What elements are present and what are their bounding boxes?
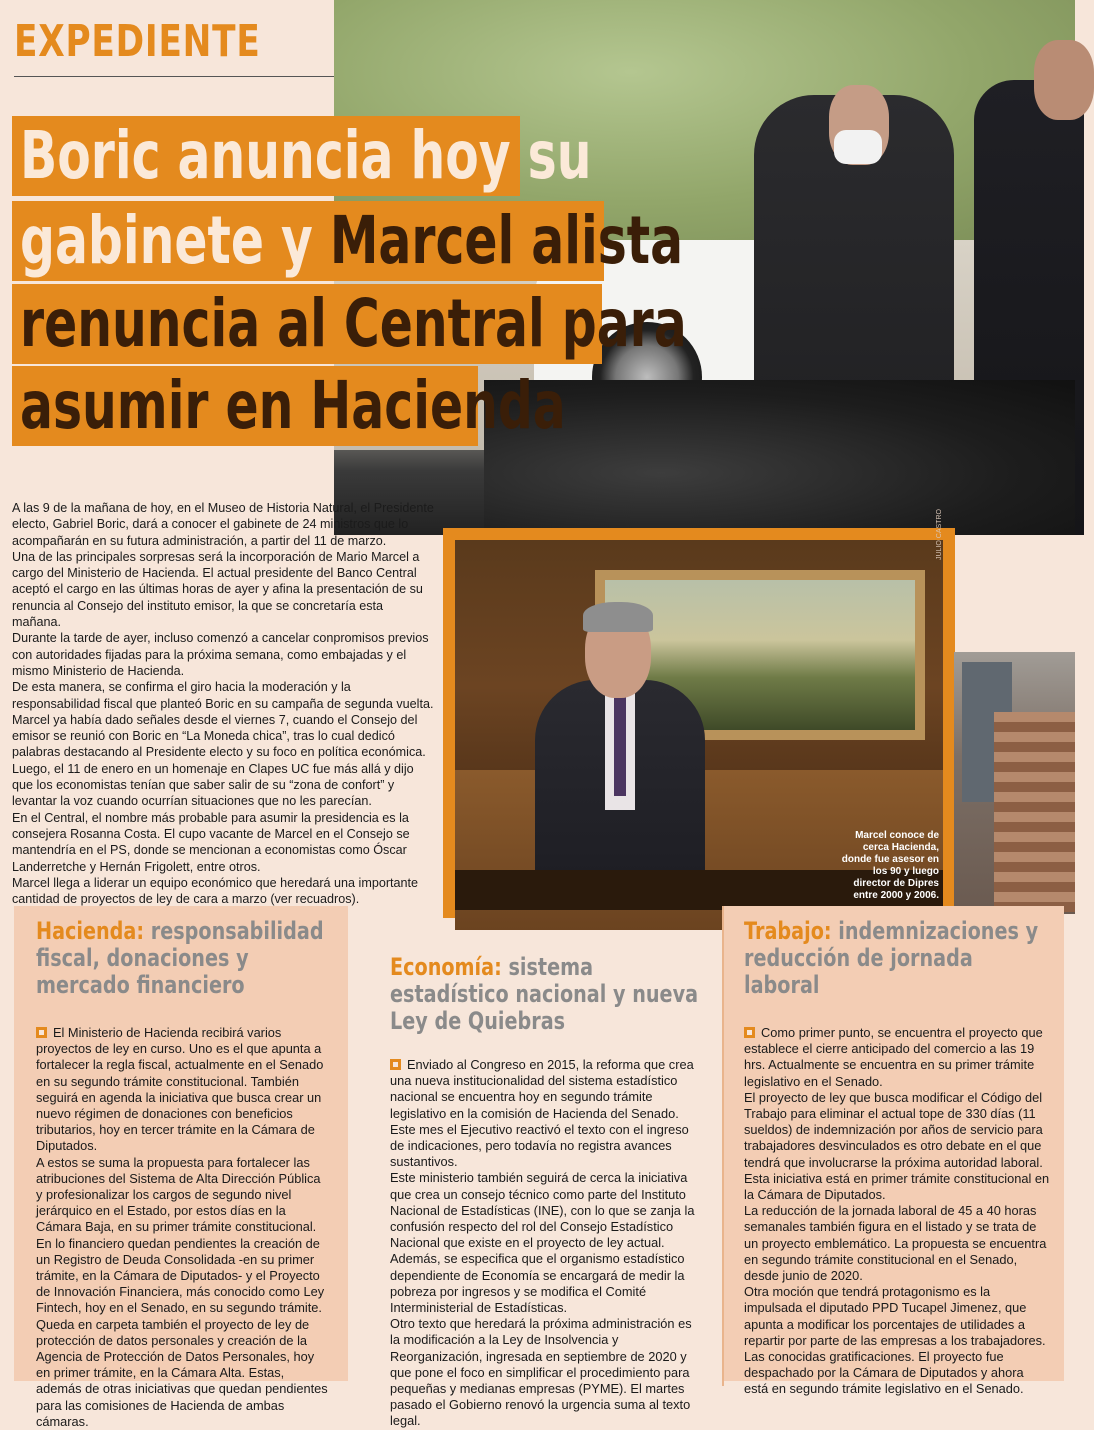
bullet-icon	[390, 1059, 401, 1070]
section-label: EXPEDIENTE	[14, 16, 261, 67]
photo-credit: JULIO CASTRO	[936, 509, 943, 560]
bullet-icon	[744, 1027, 755, 1038]
box-paragraph: El proyecto de ley que busca modificar el Código del Trabajo para eliminar el actual tope de 330 días (11 sueldos) de indemnización por años de servicio para trabajadores desvinculados es otro debate en el que tendrá que involucrarse la próxima autoridad laboral. Esta iniciativa está en primer trámite constitucional en la Cámara de Diputados.	[744, 1089, 1050, 1203]
box-trabajo-body	[744, 1025, 1050, 1398]
box-paragraph: Queda en carpeta también el proyecto de ley de protección de datos personales y creación de la Agencia de Protección de Datos Personales, hoy en primer trámite, en la Cámara Alta. Estas, además de otras iniciativas que quedan pendientes para las comisiones de Hacienda de ambas cámaras.	[36, 1316, 328, 1429]
box-paragraph: La reducción de la jornada laboral de 45 a 40 horas semanales también figura en el listado y se trata de un proyecto emblemático. La propuesta se encuentra en segundo trámite constitucional en el Senado, desde junio de 2020.	[744, 1203, 1047, 1284]
lead-paragraph: Marcel ya había dado señales desde el viernes 7, cuando el Consejo del emisor se reunió con Boric en “La Moneda chica”, tras lo cual dedicó palabras destacando al Presidente electo y su foco en política económica.	[12, 712, 426, 760]
side-photo-shelf	[994, 712, 1075, 912]
lead-paragraph: Una de las principales sorpresas será la incorporación de Mario Marcel a cargo del Ministerio de Hacienda. El actual presidente del Banco Central aceptó el cargo en las últimas horas de ayer y afina la presentación de su renuncia al Consejo del instituto emisor, la que se concretaría esta mañana.	[12, 549, 423, 630]
box-economia	[348, 906, 724, 1430]
photo-marcel-tie	[614, 696, 626, 796]
lead-paragraph: A las 9 de la mañana de hoy, en el Museo de Historia Natural, el Presidente electo, Gabriel Boric, dará a conocer el gabinete de 24 ministros que lo acompañarán en su futura administración, a partir del 11 de marzo.	[12, 501, 434, 548]
marcel-photo	[455, 540, 943, 906]
section-rule	[14, 76, 334, 77]
lead-paragraph: Luego, el 11 de enero en un homenaje en Clapes UC fue más allá y dijo que los economistas tenían que saber salir de su “zona de confort” y levantar la voz cuando ocurrían situaciones que no les parecían.	[12, 761, 414, 809]
headline-line-4: asumir en Hacienda	[12, 366, 478, 446]
marcel-photo-frame	[443, 528, 955, 918]
headline-line-3: renuncia al Central para	[12, 284, 602, 364]
box-paragraph: El Ministerio de Hacienda recibirá varios proyectos de ley en curso. Uno es el que apunta a fortalecer la regla fiscal, actualmente en el Senado en su segundo trámite constitucional. También seguirá en agenda la iniciativa que busca crear un nuevo régimen de donaciones con beneficios tributarios, hoy en tercer trámite en la Cámara de Diputados.	[36, 1025, 324, 1154]
box-trabajo-title: Trabajo: indemnizaciones y reducción de jornada laboral	[744, 917, 1039, 999]
box-paragraph: Otra moción que tendrá protagonismo es la impulsada el diputado PPD Tucapel Jimenez, que apunta a modificar los porcentajes de utilidades a repartir por parte de las empresas a los trabajadores. Las conocidas gratificaciones. El proyecto fue despachado por la Cámara de Diputados y ahora está en segundo trámite legislativo en el Senado.	[744, 1284, 1046, 1397]
box-economia-body	[390, 1057, 702, 1430]
box-paragraph: Como primer punto, se encuentra el proyecto que establece el cierre anticipado del comercio a las 19 hrs. Actualmente se encuentra en su primer trámite legislativo en el Senado.	[744, 1025, 1043, 1089]
lead-paragraph: Marcel llega a liderar un equipo económico que heredará una importante cantidad de proyectos de ley de cara a marzo (ver recuadros).	[12, 875, 419, 907]
box-trabajo	[724, 906, 1064, 1397]
box-paragraph: A estos se suma la propuesta para fortalecer las atribuciones del Sistema de Alta Dirección Pública y profesionalizar los cargos de segundo nivel jerárquico en el Estado, por estos días en la Cámara Baja, en su primer trámite constitucional.	[36, 1154, 321, 1235]
box-hacienda-body	[36, 1025, 328, 1430]
box-economia-title: Economía: sistema estadístico nacional y nueva Ley de Quiebras	[390, 953, 699, 1035]
photo-caption: Marcel conoce de cerca Hacienda, donde fue asesor en los 90 y luego director de Dipres entre 2000 y 2006.	[841, 830, 939, 901]
box-hacienda-title: Hacienda: responsabilidad fiscal, donaciones y mercado financiero	[36, 917, 324, 999]
photo-boric-mask	[834, 130, 882, 164]
box-paragraph: Enviado al Congreso en 2015, la reforma que crea una nueva institucionalidad del sistema estadístico nacional se encuentra hoy en segundo trámite legislativo en la comisión de Hacienda del Senado. Este mes el Ejecutivo reactivó el texto con el ingreso de indicaciones, pero todavía no registra avances sustantivos.	[390, 1057, 694, 1170]
headline-line-2b: Marcel alista	[329, 202, 684, 279]
photo-marcel-hair	[583, 602, 653, 632]
photo-press-cameras	[484, 380, 1075, 535]
bullet-icon	[36, 1027, 47, 1038]
box-paragraph: En lo financiero quedan pendientes la creación de un Registro de Deuda Consolidada -en su primer trámite, en la Cámara de Diputados- y el Proyecto de Innovación Financiera, más conocido como Ley Fintech, hoy en el Senado, en su segundo trámite.	[36, 1235, 325, 1316]
lead-article	[12, 500, 434, 907]
lead-paragraph: Durante la tarde de ayer, incluso comenzó a cancelar conpromisos previos con autoridades fijadas para la próxima semana, como embajadas y el mismo Ministerio de Hacienda.	[12, 631, 429, 678]
side-photo	[954, 652, 1075, 914]
box-paragraph: Otro texto que heredará la próxima administración es la modificación a la Ley de Insolvencia y Reorganización, ingresada en septiembre de 2020 y que pone el foco en simplificar el procedimiento para pequeñas y medianas empresas (PYME). El martes pasado el Gobierno renovó la urgencia suma al texto legal.	[390, 1316, 692, 1429]
photo-bodyguard-head	[1034, 40, 1094, 120]
lead-paragraph: De esta manera, se confirma el giro hacia la moderación y la responsabilidad fiscal que planteó Boric en su campaña de segunda vuelta.	[12, 680, 434, 711]
box-paragraph: Este ministerio también seguirá de cerca la iniciativa que crea un consejo técnico como parte del Instituto Nacional de Estadísticas (INE), con lo que se zanja la confusión respecto del rol del Consejo Estadístico Nacional que existe en el proyecto de ley actual. Además, se especifica que el organismo estadístico dependiente de Economía se encargará de medir la pobreza por ingresos y se modifica el Comité Interministerial de Estadísticas.	[390, 1170, 695, 1316]
box-hacienda	[14, 906, 348, 1429]
headline-line-2a: gabinete y	[20, 202, 330, 279]
headline-line-1: Boric anuncia hoy su	[12, 116, 520, 196]
lead-paragraph: En el Central, el nombre más probable para asumir la presidencia es la consejera Rosanna Costa. El cupo vacante de Marcel en el Consejo se mantendría en el PS, donde se mencionan a economistas como Óscar Landerretche y Hernán Frigolett, entre otros.	[12, 810, 410, 874]
headline-line-2	[12, 201, 684, 281]
